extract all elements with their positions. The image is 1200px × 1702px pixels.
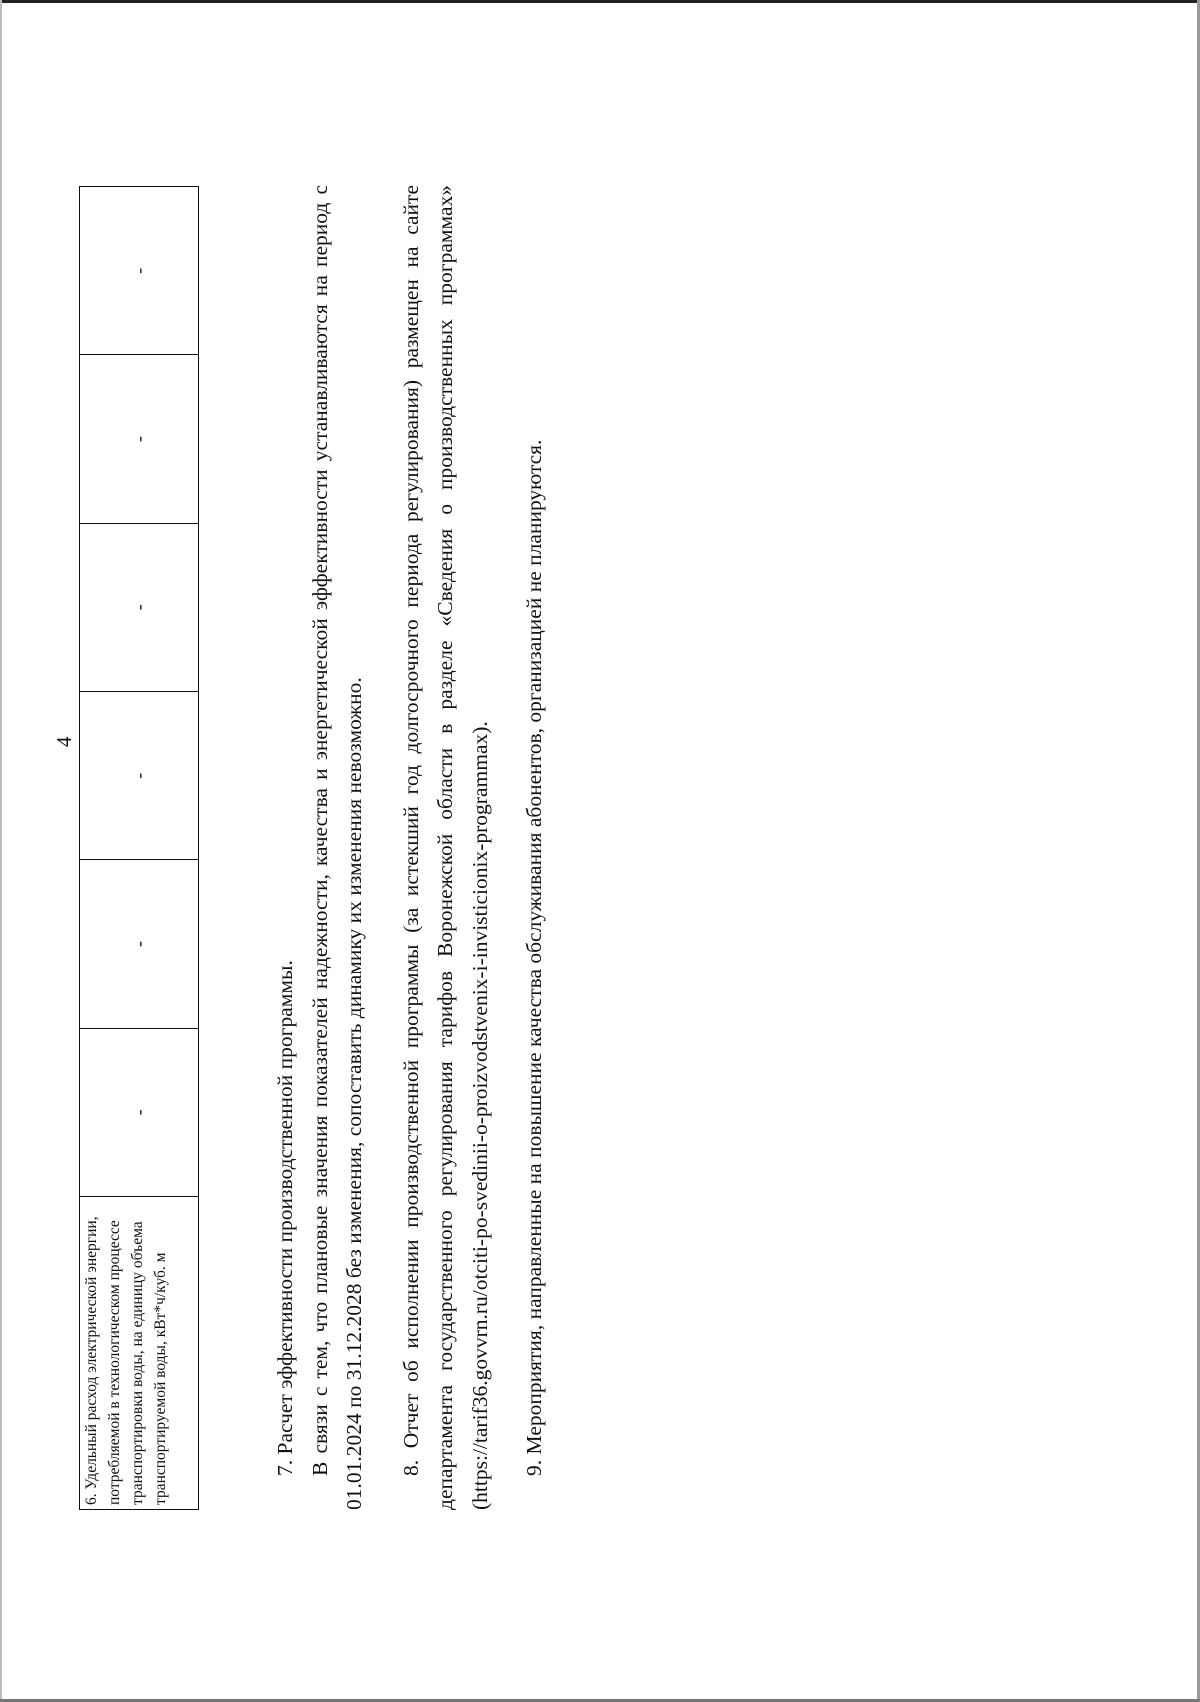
indicator-value-3: - [80, 692, 199, 860]
indicator-value-2: - [80, 860, 199, 1028]
indicator-label: 6. Удельный расход электрической энергии, потребляемой в технологическом процессе транспортировки воды, на единицу объема транспортируемой воды, кВт*ч/куб. м [80, 1196, 199, 1509]
section-7-heading: 7. Расчет эффективности производственной программы. [273, 960, 297, 1476]
table-row [80, 187, 199, 1510]
document-body [268, 185, 552, 1510]
section-9-body: 9. Мероприятия, направленные на повышение качества обслуживания абонентов, организацией не планируются. [522, 439, 546, 1476]
indicator-value-5: - [80, 355, 199, 523]
indicator-value-4: - [80, 523, 199, 691]
section-8-body: 8. Отчет об исполнении производственной программы (за истекший год долгосрочного периода регулирования) размещен на сайте департамента государственного регулирования тарифов Воронежской области в разделе «Сведения о производственных программах» (https://tarif36.govvrn.ru/otciti-po-svedinii-o-proizvodstvenix-i-invisticionix-programmax). [398, 185, 492, 1510]
section-7-body: В связи с тем, что плановые значения показателей надежности, качества и энергетической эффективности устанавливаются на период с 01.01.2024 по 31.12.2028 без изменения, сопоставить динамику их изменения невозможно. [307, 185, 366, 1510]
indicator-value-6: - [80, 187, 199, 355]
indicators-table [79, 186, 199, 1510]
page-number: 4 [52, 736, 76, 747]
indicator-value-1: - [80, 1028, 199, 1196]
